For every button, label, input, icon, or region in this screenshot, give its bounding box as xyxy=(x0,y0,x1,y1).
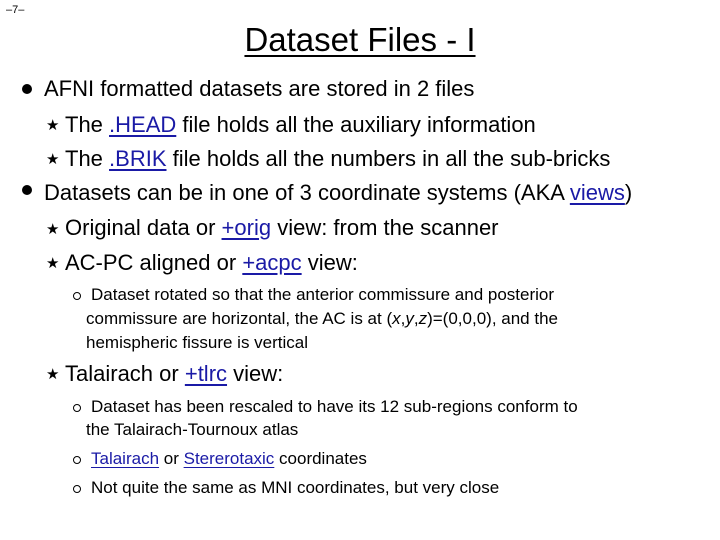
tlrc-coordinates-item xyxy=(91,447,367,471)
subbullet-text: Original data or xyxy=(65,215,222,240)
acpc-link[interactable]: +acpc xyxy=(242,250,302,275)
coord-y: y xyxy=(405,309,414,328)
bullet-text: ) xyxy=(624,180,633,205)
subbullet-text: view: from the scanner xyxy=(271,215,499,240)
slide-title xyxy=(0,20,720,60)
brik-link[interactable]: .BRIK xyxy=(109,146,167,171)
talairach-link[interactable]: Talairach xyxy=(91,449,160,468)
subbullet-text: view: xyxy=(301,250,358,275)
item-text: or xyxy=(159,449,184,468)
star-icon: ★ xyxy=(46,255,60,272)
slide-title-text: Dataset Files - I xyxy=(244,21,476,58)
acpc-description-line3: hemispheric fissure is vertical xyxy=(86,333,309,352)
orig-link[interactable]: +orig xyxy=(221,215,272,240)
page-number: –7– xyxy=(6,4,25,16)
subbullet-brik-file xyxy=(65,146,610,172)
tlrc-description-line2: the Talairach-Tournoux atlas xyxy=(86,420,299,439)
subbullet-text: The xyxy=(65,112,110,137)
subbullet-acpc-view xyxy=(65,250,358,276)
bullet-dot-icon xyxy=(22,84,32,94)
acpc-description-line1: Dataset rotated so that the anterior commissure and posterior xyxy=(91,285,555,304)
bullet-coordinate-systems xyxy=(44,180,632,206)
subbullet-text: Talairach or xyxy=(65,361,185,386)
coord-z: z xyxy=(418,309,428,328)
subbullet-text: view: xyxy=(227,361,284,386)
subbullet-text: file holds all the auxiliary information xyxy=(176,112,536,137)
description-text: , xyxy=(413,309,419,328)
subbullet-orig-view xyxy=(65,215,499,241)
stererotaxic-link[interactable]: Stererotaxic xyxy=(183,449,275,468)
subbullet-text: AC-PC aligned or xyxy=(65,250,243,275)
bullet-dot-icon xyxy=(22,185,32,195)
circle-icon xyxy=(73,485,81,493)
star-icon: ★ xyxy=(46,151,60,168)
acpc-description-line2 xyxy=(86,307,558,331)
star-icon: ★ xyxy=(46,221,60,238)
circle-icon xyxy=(73,292,81,300)
circle-icon xyxy=(73,404,81,412)
tlrc-link[interactable]: +tlrc xyxy=(184,361,228,386)
circle-icon xyxy=(73,456,81,464)
star-icon: ★ xyxy=(46,117,60,134)
subbullet-head-file xyxy=(65,112,536,138)
description-text: commissure are horizontal, the AC is at ( xyxy=(86,309,393,328)
star-icon: ★ xyxy=(46,366,60,383)
description-text: )=(0,0,0), and the xyxy=(427,309,558,328)
subbullet-text: file holds all the numbers in all the sub-bricks xyxy=(166,146,611,171)
tlrc-description-line1: Dataset has been rescaled to have its 12 sub-regions conform to xyxy=(91,397,578,416)
description-text: , xyxy=(400,309,406,328)
views-link[interactable]: views xyxy=(569,180,625,205)
item-text: coordinates xyxy=(274,449,367,468)
subbullet-text: The xyxy=(65,146,110,171)
mni-comparison-item: Not quite the same as MNI coordinates, but very close xyxy=(91,478,500,497)
bullet-text: AFNI formatted datasets are stored in 2 files xyxy=(44,76,475,101)
coord-x: x xyxy=(392,309,401,328)
subbullet-tlrc-view xyxy=(65,361,283,387)
head-link[interactable]: .HEAD xyxy=(109,112,177,137)
bullet-afni-files xyxy=(44,76,474,102)
bullet-text: Datasets can be in one of 3 coordinate systems (AKA xyxy=(44,180,570,205)
